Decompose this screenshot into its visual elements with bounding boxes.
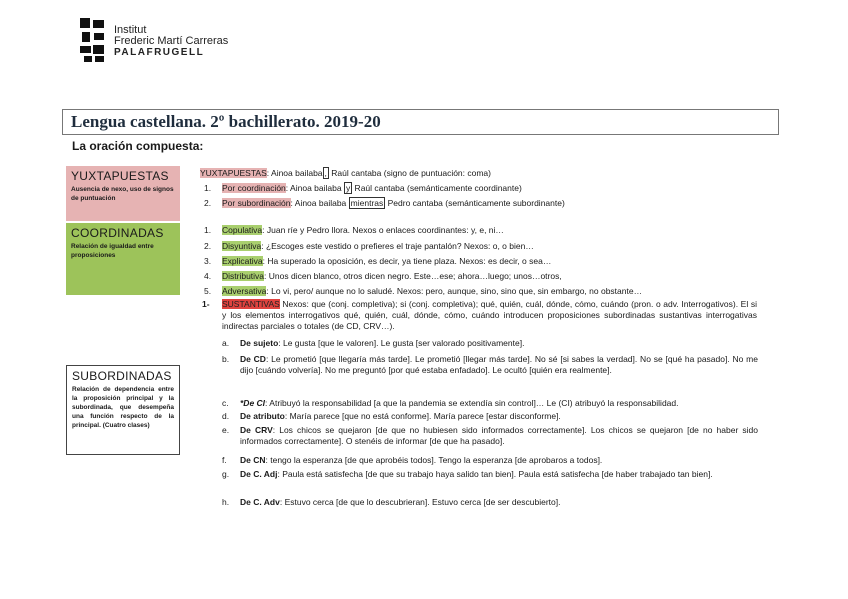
sustantivas-intro: SUSTANTIVAS Nexos: que (conj. completiva); si (conj. completiva); qué, quién, cuál, dónde, cómo, cuándo (pron. o adv. Interrogativos). El si y los elementos interrogativos qué, quién, cuál, dónde, cómo, cuándo introducen proposiciones subordinadas sustantivas interrogativas indirectas parciales o totales (de CD, CRV…). bbox=[222, 299, 757, 331]
school-name-line1: Institut bbox=[114, 24, 147, 36]
page-subtitle: La oración compuesta: bbox=[72, 139, 204, 153]
school-name-line2: Frederic Martí Carreras bbox=[114, 35, 229, 47]
school-logo-icon bbox=[80, 18, 106, 62]
subordinadas-desc: Relación de dependencia entre la proposición principal y la subordinada, que desempeña una función respecto de la principal. (Cuatro clases) bbox=[72, 386, 174, 429]
sust-cn: De CN: tengo la esperanza [de que aprobéis todos]. Tengo la esperanza [de aprobaros a todos]. bbox=[240, 455, 603, 465]
school-city: PALAFRUGELL bbox=[114, 47, 205, 58]
subordinadas-box bbox=[66, 365, 180, 455]
coord-adversativa: Adversativa: Lo vi, pero/ aunque no lo saludé. Nexos: pero, aunque, sino, sino que, sin embargo, no obstante… bbox=[222, 286, 643, 296]
sust-cd: De CD: Le prometió [que llegaría más tarde]. Le prometió [llegar más tarde]. No sé [si sabes la verdad]. No se [qué ha pasado]. No me dijo [cuándo volvería]. No me preguntó [por qué estaba enfadado]. Le ocultó [quién era realmente]. bbox=[240, 354, 758, 375]
sustantivas-label: SUSTANTIVAS bbox=[222, 299, 280, 309]
coord-copulativa: Copulativa: Juan ríe y Pedro llora. Nexos o enlaces coordinantes: y, e, ni… bbox=[222, 225, 504, 235]
coord-disyuntiva: Disyuntiva: ¿Escoges este vestido o prefieres el traje pantalón? Nexos: o, o bien… bbox=[222, 241, 534, 251]
sust-crv: De CRV: Los chicos se quejaron [de que no hubiesen sido informados correctamente]. Los chicos se quejaron [de no haber sido informados correctamente]. O stenéis de informar [de que ha pasado]. bbox=[240, 425, 758, 446]
yux-label: YUXTAPUESTAS bbox=[200, 168, 267, 178]
yuxtapuestas-desc: Ausencia de nexo, uso de signos de puntuación bbox=[71, 186, 174, 202]
yuxtapuestas-box bbox=[66, 166, 180, 221]
page-title: Lengua castellana. 2º bachillerato. 2019-20 bbox=[71, 112, 381, 131]
yuxtapuestas-heading: YUXTAPUESTAS bbox=[71, 169, 169, 183]
sust-cadj: De C. Adj: Paula está satisfecha [de que su trabajo haya salido tan bien]. Paula está satisfecha [de haber trabajado tan bien]. bbox=[240, 469, 713, 479]
school-name bbox=[114, 25, 228, 58]
coord-distributiva: Distributiva: Unos dicen blanco, otros dicen negro. Este…ese; ahora…luego; unos…otros, bbox=[222, 271, 562, 281]
sust-sujeto: De sujeto: Le gusta [que le valoren]. Le gusta [ser valorado positivamente]. bbox=[240, 338, 525, 348]
title-box bbox=[62, 109, 779, 135]
yux-line: YUXTAPUESTAS: Ainoa bailaba , Raúl cantaba (signo de puntuación: coma) bbox=[200, 168, 491, 178]
subordinadas-heading: SUBORDINADAS bbox=[72, 369, 172, 383]
yux-item-subordinacion: Por subordinación: Ainoa bailaba mientras Pedro cantaba (semánticamente subordinante) bbox=[222, 198, 565, 208]
coordinadas-heading: COORDINADAS bbox=[71, 226, 164, 240]
coordinadas-desc: Relación de igualdad entre proposiciones bbox=[71, 243, 154, 259]
sust-cadv: De C. Adv: Estuvo cerca [de que lo descubrieran]. Estuvo cerca [de ser descubierto]. bbox=[240, 497, 561, 507]
sust-atributo: De atributo: María parece [que no está conforme]. María parece [estar disconforme]. bbox=[240, 411, 561, 421]
coord-explicativa: Explicativa: Ha superado la oposición, es decir, ya tiene plaza. Nexos: es decir, o sea… bbox=[222, 256, 552, 266]
yux-item-coordinacion: Por coordinación: Ainoa bailaba y Raúl cantaba (semánticamente coordinante) bbox=[222, 183, 522, 193]
sust-ci: *De CI: Atribuyó la responsabilidad [a que la pandemia se extendía sin control]… Le (CI) atribuyó la responsabilidad. bbox=[240, 398, 679, 408]
coordinadas-box bbox=[66, 223, 180, 295]
